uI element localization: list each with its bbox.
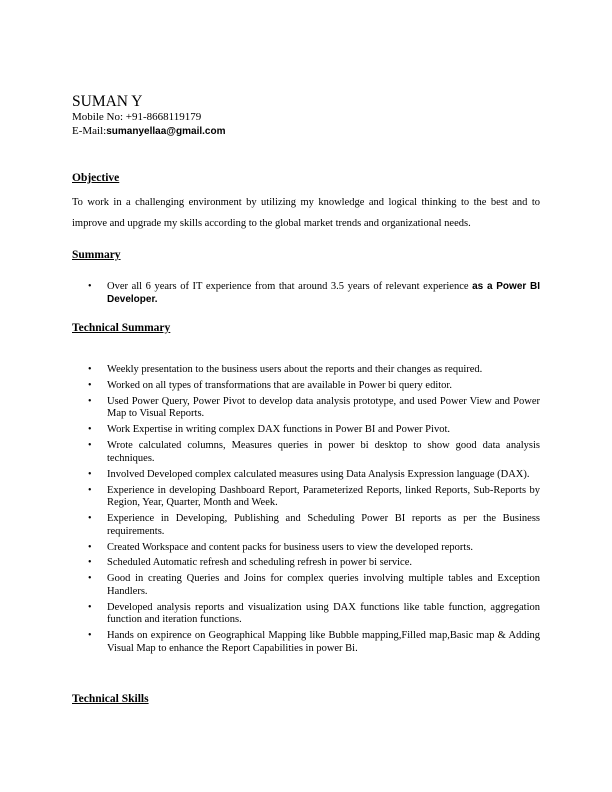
list-item <box>72 281 540 306</box>
list-item: • Developed analysis reports and visualization using DAX functions like table function, aggregation function and iteration functions. <box>72 602 540 627</box>
objective-heading: Objective <box>72 172 120 184</box>
summary-heading: Summary <box>72 249 121 261</box>
contact-block <box>72 110 225 139</box>
mobile-line <box>72 110 225 124</box>
list-item: • Wrote calculated columns, Measures queries in power bi desktop to show good data analysis techniques. <box>72 440 540 465</box>
email-label: E-Mail: <box>72 125 107 137</box>
list-item: • Created Workspace and content packs for business users to view the developed reports. <box>72 542 540 555</box>
mobile-label: Mobile No: <box>72 111 126 123</box>
list-item: • Experience in developing Dashboard Report, Parameterized Reports, linked Reports, Sub-Reports by Region, Year, Quarter, Month and Week. <box>72 485 540 510</box>
list-item: • Experience in Developing, Publishing and Scheduling Power BI reports as per the Business requirements. <box>72 513 540 538</box>
objective-text: To work in a challenging environment by utilizing my knowledge and logical thinking to the best and to improve and upgrade my skills according to the global market trends and organizational needs. <box>72 197 540 229</box>
candidate-name: SUMAN Y <box>72 93 143 110</box>
list-item: • Worked on all types of transformations that are available in Power bi query editor. <box>72 380 540 393</box>
summary-item-text: Over all 6 years of IT experience from that around 3.5 years of relevant experience <box>107 281 473 292</box>
list-item: • Hands on expirence on Geographical Mapping like Bubble mapping,Filled map,Basic map & Adding Visual Map to enhance the Report Capabilities in power Bi. <box>72 630 540 655</box>
email-value[interactable]: sumanyellaa@gmail.com <box>106 126 226 137</box>
list-item: • Work Expertise in writing complex DAX functions in Power BI and Power Pivot. <box>72 424 540 437</box>
technical-summary-heading: Technical Summary <box>72 322 171 334</box>
mobile-value: +91-8668119179 <box>125 111 202 123</box>
list-item: • Used Power Query, Power Pivot to develop data analysis prototype, and used Power View and Power Map to Visual Reports. <box>72 396 540 421</box>
list-item: • Weekly presentation to the business users about the reports and their changes as required. <box>72 364 540 377</box>
list-item: • Involved Developed complex calculated measures using Data Analysis Expression language (DAX). <box>72 469 540 482</box>
list-item: • Good in creating Queries and Joins for complex queries involving multiple tables and Exception Handlers. <box>72 573 540 598</box>
technical-skills-heading: Technical Skills <box>72 693 149 705</box>
technical-summary-list <box>72 364 540 659</box>
email-line <box>72 124 225 139</box>
list-item: • Scheduled Automatic refresh and scheduling refresh in power bi service. <box>72 557 540 570</box>
summary-item-bold: as a Power BI Developer. <box>107 281 540 305</box>
summary-list <box>72 281 540 309</box>
